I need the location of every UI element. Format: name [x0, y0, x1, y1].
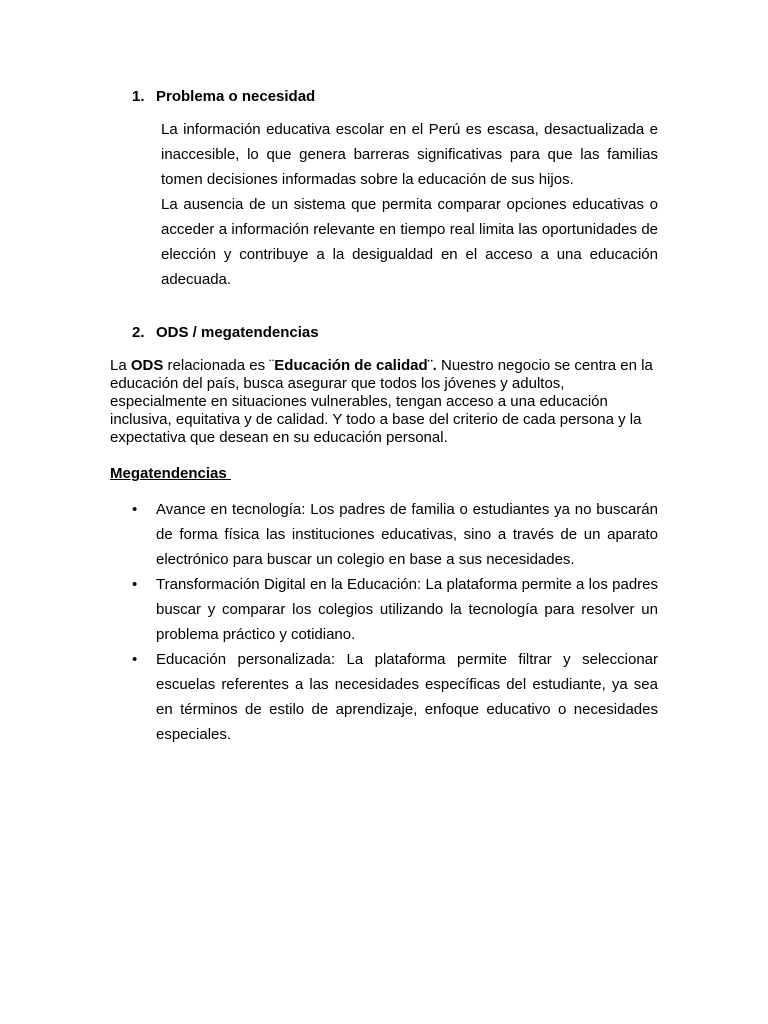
- ods-mid-text: relacionada es ¨: [163, 357, 275, 374]
- section-2-heading: [132, 324, 319, 342]
- megatendencia-text: Transformación Digital en la Educación: La plataforma permite a los padres buscar y comparar los colegios utilizando la tecnología para resolver un problema práctico y cotidiano.: [156, 576, 658, 643]
- section-1-title: Problema o necesidad: [156, 88, 316, 105]
- section-1-paragraph-2: La ausencia de un sistema que permita comparar opciones educativas o acceder a información relevante en tiempo real limita las oportunidades de elección y contribuye a la desigualdad en el acceso a una educación adecuada.: [161, 196, 658, 288]
- section-1-heading: [132, 88, 315, 106]
- section-1-number: 1.: [132, 88, 145, 105]
- list-item: [130, 497, 658, 572]
- bullet-icon: •: [132, 501, 138, 518]
- ods-intro-text: La: [110, 357, 131, 374]
- ods-goal-close: ¨.: [427, 357, 437, 374]
- bullet-icon: •: [132, 651, 138, 668]
- section-1-paragraph-1: La información educativa escolar en el Perú es escasa, desactualizada e inaccesible, lo que genera barreras significativas para que las familias tomen decisiones informadas sobre la educación de sus hijos.: [161, 121, 658, 188]
- ods-rest-text: Nuestro negocio se centra en la educación del país, busca asegurar que todos los jóvenes y adultos, especialmente en situaciones vulnerables, tengan acceso a una educación inclusiva, equitativa y de calidad. Y todo a base del criterio de cada persona y la expectativa que desean en su educación personal.: [110, 357, 653, 446]
- ods-label: ODS: [130, 357, 164, 374]
- megatendencias-list: [130, 497, 658, 747]
- megatendencias-title: Megatendencias: [110, 465, 231, 482]
- ods-goal-name: Educación de calidad: [274, 357, 428, 374]
- section-2-number: 2.: [132, 324, 145, 341]
- list-item: [130, 647, 658, 747]
- list-item: [130, 572, 658, 647]
- section-1-body: [161, 117, 658, 292]
- megatendencia-text: Avance en tecnología: Los padres de familia o estudiantes ya no buscarán de forma física las instituciones educativas, sino a través de un aparato electrónico para buscar un colegio en base a sus necesidades.: [156, 501, 658, 568]
- ods-paragraph: [110, 357, 658, 447]
- section-2-title: ODS / megatendencias: [156, 324, 319, 341]
- megatendencia-text: Educación personalizada: La plataforma permite filtrar y seleccionar escuelas referentes a las necesidades específicas del estudiante, ya sea en términos de estilo de aprendizaje, enfoque educativo o necesidades especiales.: [156, 651, 658, 743]
- bullet-icon: •: [132, 576, 138, 593]
